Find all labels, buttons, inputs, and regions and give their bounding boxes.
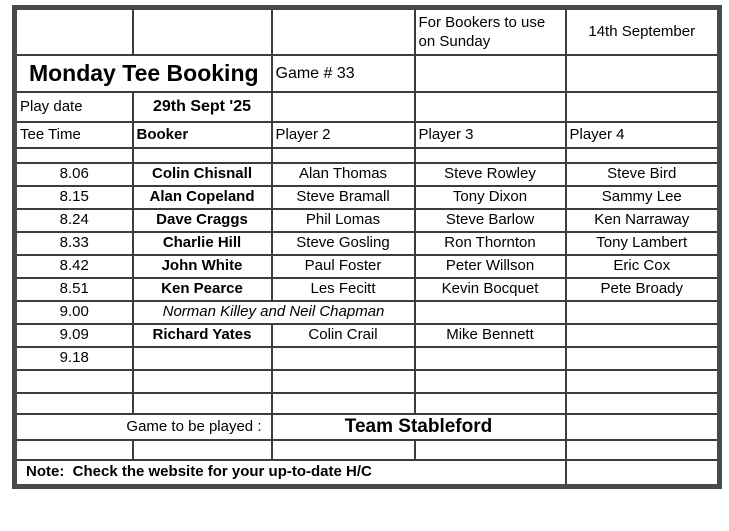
empty-cell: [272, 148, 415, 163]
empty-cell: [566, 440, 720, 460]
booker-cell: John White: [133, 255, 272, 278]
empty-cell: [415, 393, 566, 414]
col-header-player4: Player 4: [566, 122, 720, 148]
player3-cell: Mike Bennett: [415, 324, 566, 347]
play-date-value: 29th Sept '25: [133, 92, 272, 122]
tee-time-cell: 8.51: [15, 278, 133, 301]
player2-cell: Steve Bramall: [272, 186, 415, 209]
booking-table: [12, 5, 722, 489]
bookers-sunday-note: For Bookers to use on Sunday: [415, 8, 566, 56]
player3-cell: Steve Rowley: [415, 163, 566, 186]
game-row: [15, 414, 720, 440]
empty-cell: [415, 301, 566, 324]
booking-row: [15, 324, 720, 347]
booker-cell: Alan Copeland: [133, 186, 272, 209]
player3-cell: Tony Dixon: [415, 186, 566, 209]
tee-time-cell: 8.42: [15, 255, 133, 278]
player2-cell: [272, 347, 415, 370]
play-date-row: [15, 92, 720, 122]
player3-cell: Peter Willson: [415, 255, 566, 278]
empty-cell: [133, 148, 272, 163]
empty-cell: [15, 148, 133, 163]
booking-row: [15, 255, 720, 278]
top-row: [15, 8, 720, 56]
spacer-row: [15, 148, 720, 163]
col-header-player2: Player 2: [272, 122, 415, 148]
tee-time-cell: 8.15: [15, 186, 133, 209]
player2-cell: Alan Thomas: [272, 163, 415, 186]
booking-row: [15, 347, 720, 370]
empty-cell: [415, 370, 566, 393]
player3-cell: Ron Thornton: [415, 232, 566, 255]
empty-cell: [133, 370, 272, 393]
empty-cell: [133, 393, 272, 414]
player3-cell: Steve Barlow: [415, 209, 566, 232]
player3-cell: Kevin Bocquet: [415, 278, 566, 301]
empty-cell: [15, 440, 133, 460]
spacer-row: [15, 440, 720, 460]
player4-cell: Pete Broady: [566, 278, 720, 301]
empty-cell: [272, 440, 415, 460]
tee-time-cell: 8.24: [15, 209, 133, 232]
empty-cell: [272, 370, 415, 393]
empty-cell: [272, 8, 415, 56]
player2-cell: Les Fecitt: [272, 278, 415, 301]
game-number: Game # 33: [272, 55, 415, 92]
booking-row-merged: [15, 301, 720, 324]
empty-cell: [566, 370, 720, 393]
player4-cell: Steve Bird: [566, 163, 720, 186]
empty-cell: [566, 301, 720, 324]
booker-cell: Dave Craggs: [133, 209, 272, 232]
game-to-be-played-value: Team Stableford: [272, 414, 566, 440]
empty-cell: [415, 440, 566, 460]
player2-cell: Paul Foster: [272, 255, 415, 278]
spacer-row: [15, 393, 720, 414]
booking-row: [15, 232, 720, 255]
handicap-note: Note: Check the website for your up-to-date H/C: [15, 460, 566, 487]
booking-row: [15, 209, 720, 232]
player4-cell: Eric Cox: [566, 255, 720, 278]
merged-players-note: Norman Killey and Neil Chapman: [133, 301, 415, 324]
player4-cell: Tony Lambert: [566, 232, 720, 255]
booker-cell: [133, 347, 272, 370]
empty-cell: [415, 55, 566, 92]
note-row: [15, 460, 720, 487]
empty-cell: [566, 92, 720, 122]
booker-cell: Richard Yates: [133, 324, 272, 347]
player4-cell: [566, 347, 720, 370]
player4-cell: Sammy Lee: [566, 186, 720, 209]
column-header-row: [15, 122, 720, 148]
empty-cell: [415, 92, 566, 122]
empty-cell: [133, 8, 272, 56]
booking-row: [15, 186, 720, 209]
player4-cell: Ken Narraway: [566, 209, 720, 232]
col-header-player3: Player 3: [415, 122, 566, 148]
booker-cell: Charlie Hill: [133, 232, 272, 255]
empty-cell: [566, 393, 720, 414]
booking-row: [15, 163, 720, 186]
tee-time-cell: 8.06: [15, 163, 133, 186]
sunday-date: 14th September: [566, 8, 720, 56]
col-header-tee-time: Tee Time: [15, 122, 133, 148]
play-date-label: Play date: [15, 92, 133, 122]
player2-cell: Steve Gosling: [272, 232, 415, 255]
booking-row: [15, 278, 720, 301]
player2-cell: Phil Lomas: [272, 209, 415, 232]
col-header-booker: Booker: [133, 122, 272, 148]
empty-cell: [272, 393, 415, 414]
empty-cell: [15, 8, 133, 56]
empty-cell: [566, 148, 720, 163]
player4-cell: [566, 324, 720, 347]
page-title: Monday Tee Booking: [15, 55, 272, 92]
title-row: [15, 55, 720, 92]
empty-cell: [566, 460, 720, 487]
tee-time-cell: 8.33: [15, 232, 133, 255]
empty-cell: [566, 55, 720, 92]
empty-cell: [15, 370, 133, 393]
empty-cell: [415, 148, 566, 163]
booker-cell: Colin Chisnall: [133, 163, 272, 186]
tee-time-cell: 9.18: [15, 347, 133, 370]
empty-cell: [15, 393, 133, 414]
game-to-be-played-label: Game to be played :: [15, 414, 272, 440]
empty-cell: [566, 414, 720, 440]
booker-cell: Ken Pearce: [133, 278, 272, 301]
tee-time-cell: 9.09: [15, 324, 133, 347]
tee-time-cell: 9.00: [15, 301, 133, 324]
spacer-row: [15, 370, 720, 393]
player3-cell: [415, 347, 566, 370]
empty-cell: [133, 440, 272, 460]
player2-cell: Colin Crail: [272, 324, 415, 347]
empty-cell: [272, 92, 415, 122]
